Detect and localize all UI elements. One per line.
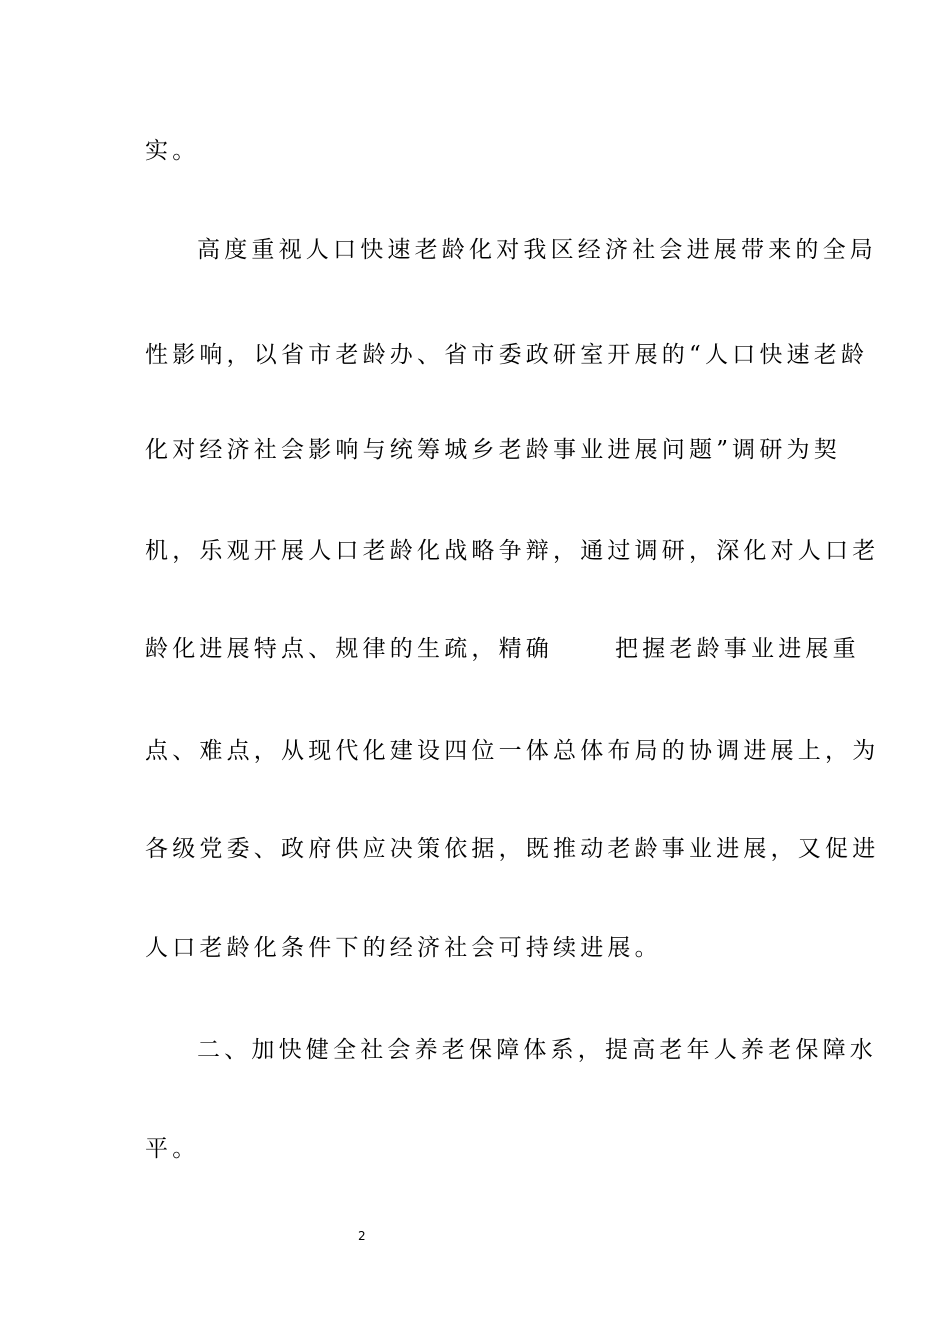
page-number: 2 bbox=[358, 1229, 366, 1243]
text-line: 人口老龄化条件下的经济社会可持续进展。 bbox=[145, 935, 662, 961]
text-segment: 龄化进展特点、规律的生疏，精确 bbox=[145, 636, 553, 662]
heading-line: 二、加快健全社会养老保障体系，提高老年人养老保障水 bbox=[197, 1037, 877, 1063]
text-line: 性影响，以省市老龄办、省市委政研室开展的“人口快速老龄 bbox=[145, 342, 869, 368]
text-line: 各级党委、政府供应决策依据，既推动老龄事业进展，又促进 bbox=[145, 836, 880, 862]
text-segment: 把握老龄事业进展重 bbox=[615, 636, 860, 662]
text-line: 点、难点，从现代化建设四位一体总体布局的协调进展上，为 bbox=[145, 738, 880, 764]
text-line: 化对经济社会影响与统筹城乡老龄事业进展问题”调研为契 bbox=[145, 437, 841, 463]
text-line: 平。 bbox=[145, 1136, 200, 1162]
paragraph-first-line: 高度重视人口快速老龄化对我区经济社会进展带来的全局 bbox=[197, 237, 877, 263]
text-line: 机，乐观开展人口老龄化战略争辩，通过调研，深化对人口老 bbox=[145, 538, 880, 564]
text-line: 实。 bbox=[145, 138, 200, 164]
text-line bbox=[145, 634, 860, 664]
